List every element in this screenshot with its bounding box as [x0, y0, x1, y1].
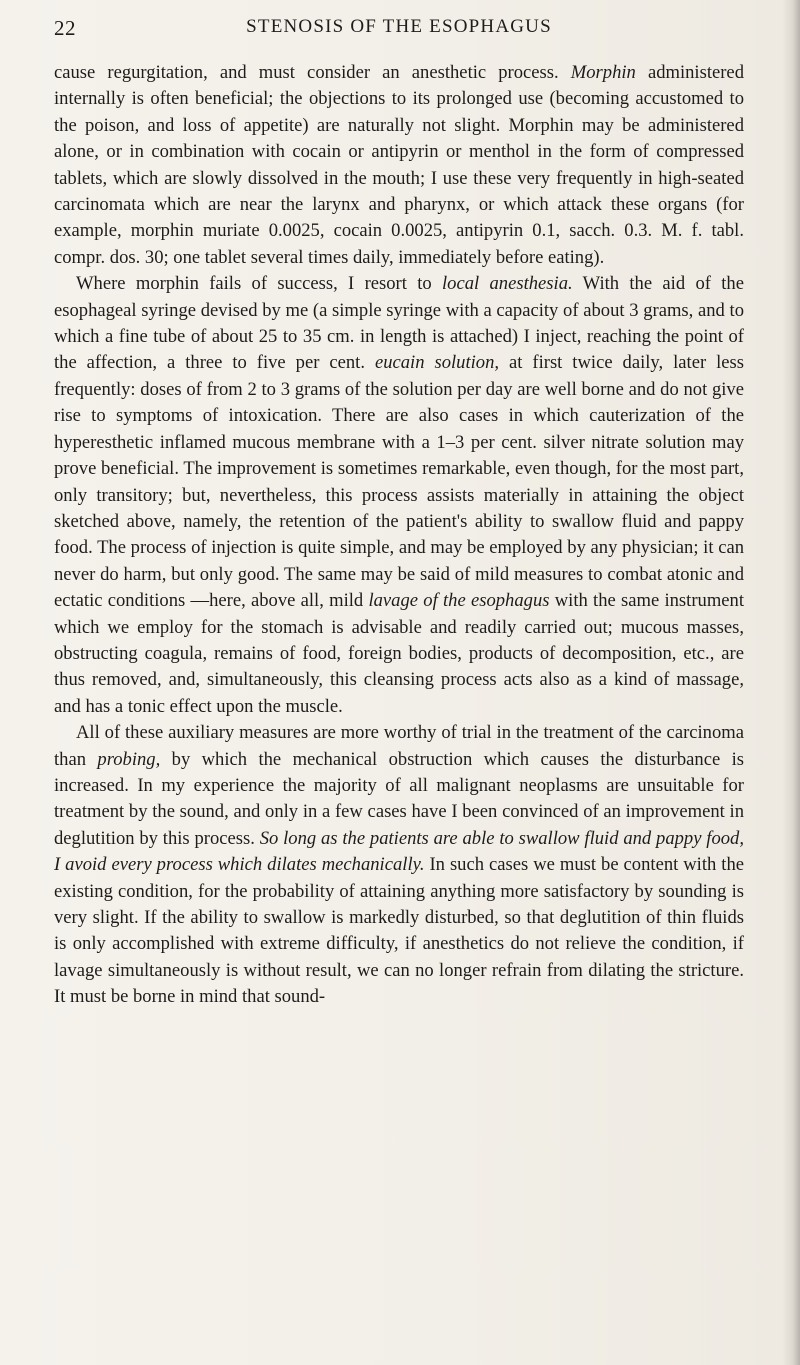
emphasis-lavage: lavage of the esophagus [368, 590, 550, 612]
paragraph-3 [54, 720, 744, 1010]
text-segment: With the aid of the esophageal syringe devised by me (a simple syringe with a capacity of about 3 grams, and to which a fine tube of about 25 to 35 cm. in length is attached) I inject, reaching the point of the affection, a three to five per cent. [54, 273, 744, 374]
emphasis-probing: probing, [97, 748, 161, 770]
running-head [54, 16, 744, 46]
text-segment: All of these auxiliary measures are more worthy of trial in the treatment of the carcinoma than [54, 722, 744, 770]
text-segment: by which the mechanical obstruction which causes the disturbance is increased. In my experience the majority of all malignant neoplasms are unsuitable for treatment by the sound, and only in a few cases have I been convinced of an improvement in deglutition by this process. [54, 748, 744, 849]
emphasis-morphin: Morphin [570, 62, 636, 83]
emphasis-eucain-solution: eucain solution, [374, 352, 500, 374]
text-segment: at first twice daily, later less frequently: doses of from 2 to 3 grams of the solution per day are well borne and do not give rise to symptoms of intoxication. There are also cases in which cauterization of the hyperesthetic inflamed mucous membrane with a 1–3 per cent. silver nitrate solution may prove beneficial. The improvement is sometimes remarkable, even though, for the most part, only transitory; but, nevertheless, this process assists materially in attaining the object sketched above, namely, the retention of the patient's ability to swallow fluid and pappy food. The process of injection is quite simple, and may be employed by any physician; it can never do harm, but only good. The same may be said of mild measures to combat atonic and ectatic conditions —here, above all, mild [54, 352, 744, 612]
body-text [54, 60, 744, 1011]
emphasis-so-long: So long as the patients are able to swallow fluid and pappy food, I avoid every process which dilates mechanically. [54, 827, 744, 876]
text-segment: In such cases we must be content with the existing condition, for the probability of attaining anything more satisfactory by sounding is very slight. If the ability to swallow is markedly disturbed, so that deglutition of thin fluids is only accomplished with extreme difficulty, if anesthetics do not relieve the condition, if lavage simultaneously is without result, we can no longer refrain from dilating the stricture. It must be borne in mind that sound- [54, 854, 745, 1008]
emphasis-local-anesthesia: local anesthesia. [442, 273, 573, 295]
page-edge-shadow [782, 0, 800, 1365]
text-segment: with the same instrument which we employ for the stomach is advisable and readily carried out; mucous masses, obstructing coagula, remains of food, foreign bodies, products of decomposition, etc., are thus removed, and, simultaneously, this cleansing process acts also as a kind of massage, and has a tonic effect upon the muscle. [54, 590, 745, 717]
running-title: STENOSIS OF THE ESOPHAGUS [246, 16, 552, 37]
paragraph-2 [54, 271, 744, 720]
page-number: 22 [54, 16, 76, 40]
paragraph-1 [54, 60, 744, 271]
text-segment: administered internally is often beneficial; the objections to its prolonged use (becoming accustomed to the poison, and loss of appetite) are naturally not slight. Morphin may be administered alone, or in combination with cocain or antipyrin or menthol in the form of compressed tablets, which are slowly dissolved in the mouth; I use these very frequently in high-seated carcinomata which are near the larynx and pharynx, or which attack these organs (for example, morphin muriate 0.0025, cocain 0.0025, antipyrin 0.1, sacch. 0.3. M. f. tabl. compr. dos. 30; one tablet several times daily, immediately before eating). [54, 62, 744, 268]
text-segment: cause regurgitation, and must consider an anesthetic process. [54, 62, 571, 83]
text-segment: Where morphin fails of success, I resort to [76, 273, 442, 295]
